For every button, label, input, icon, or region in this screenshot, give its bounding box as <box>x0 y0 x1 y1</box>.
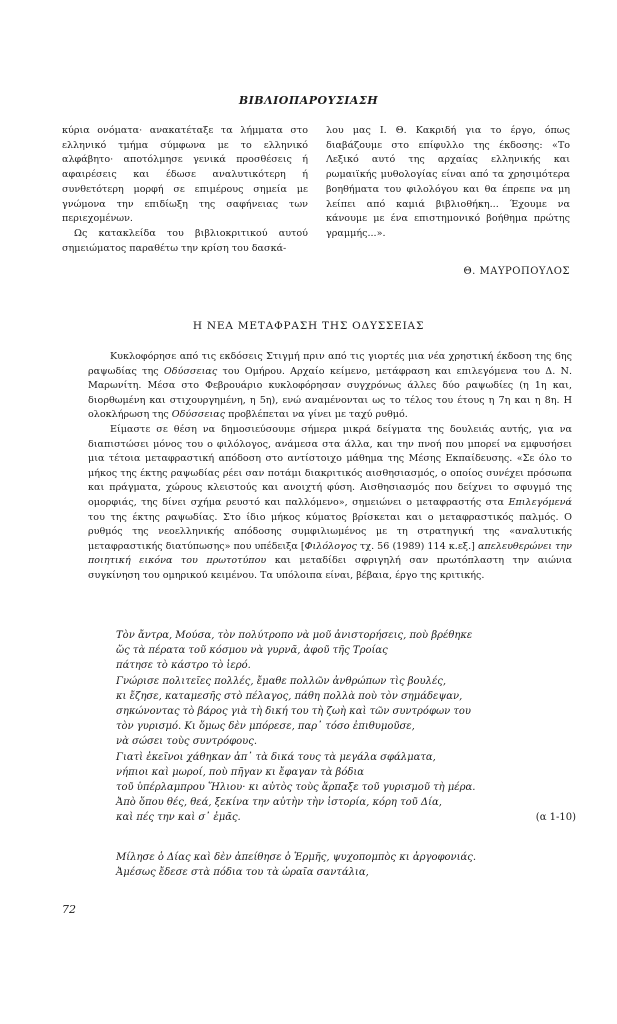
verse-line: τοῦ ὑπέρλαμπρου Ἥλιου· κι αὐτὸς τοὺς ἅρπαξε τοῦ γυρισμοῦ τὴ μέρα. <box>116 782 476 794</box>
verse-line: σηκώνοντας τὸ βάρος γιὰ τὴ δική του τὴ ζωὴ καὶ τῶν συντρόφων του <box>116 706 471 718</box>
italic-title: Οδύσσειας <box>163 365 218 377</box>
verse-reference: (α 1-10) <box>535 812 576 824</box>
article-body <box>88 350 572 584</box>
italic-title: Οδύσσειας <box>171 409 226 421</box>
body-text-span: του Ομήρου. Αρχαίο κείμενο, μετάφραση και επιλεγόμενα του Δ. Ν. Μαρωνίτη. Μέσα στο Φεβρουάριο κυκλοφόρησαν συγχρόνως άλλες δύο ραψωδίες (η 1η και, διορθωμένη και στιχουργημένη, η 5η), ενώ αναμένονται ως το τέλος του έτους η 7η και η 8η. Η ολοκλήρωση της <box>88 365 572 421</box>
left-paragraph-2: Ως κατακλείδα του βιβλιοκριτικού αυτού σημειώματος παραθέτω την κρίση του δασκά- <box>62 227 308 254</box>
verse-line: Μίλησε ὁ Δίας καὶ δὲν ἀπείθησε ὁ Ἑρμῆς, ψυχοπομπὸς κι ἀργοφονιάς. <box>116 852 477 863</box>
verse-line: πάτησε τὸ κάστρο τὸ ἱερό. <box>116 660 251 672</box>
running-header: ΒΙΒΛΙΟΠΑΡΟΥΣΙΑΣΗ <box>238 94 379 107</box>
right-paragraph-1: λου μας Ι. Θ. Κακριδή για το έργο, όπως διαβάζουμε στο επίφυλλο της έκδοσης: «Το Λεξικό αυτό της αρχαίας ελληνικής και ρωμαιϊκής μυθολογίας είναι από τα χρησιμότερα βοηθήματα του φιλολόγου και θα έπρεπε να μη λείπει από καμιά βιβλιοθήκη... Έχουμε να κάνουμε με ένα επιστημονικό βοήθημα πρώτης γραμμής...». <box>326 125 570 239</box>
verse-line: ὥς τὰ πέρατα τοῦ κόσμου νὰ γυρνᾶ, ἀφοῦ τῆς Τροίας <box>116 645 388 657</box>
verse-line: κι ἔζησε, καταμεσῆς στὸ πέλαγος, πάθη πολλὰ ποὺ τὸν σημάδεψαν, <box>116 690 463 702</box>
body-paragraph-2 <box>88 423 572 584</box>
verse-line: Γνώρισε πολιτεῖες πολλές, ἔμαθε πολλῶν ἀνθρώπων τὶς βουλές, <box>116 675 447 687</box>
italic-journal: Φιλόλογος <box>304 540 357 552</box>
verse-line: Ἀμέσως ἔδεσε στὰ πόδια του τὰ ὡραῖα σαντάλια, <box>116 867 369 879</box>
verse-line: Ἀπὸ ὅπου θές, θεά, ξεκίνα την αὐτὴν τὴν ἱστορία, κόρη τοῦ Δία, <box>116 797 442 809</box>
body-text-span: και μεταδίδει σφριγηλή σαν πρωτόπλαστη την αιώνια συγκίνηση του ομηρικού κειμένου. Τα υπόλοιπα είναι, βέβαια, έργο της κριτικής. <box>88 555 572 581</box>
verse-line: νὰ σώσει τοὺς συντρόφους. <box>116 736 257 748</box>
body-text-span: τχ. 56 (1989) 114 κ.εξ.] <box>356 540 478 552</box>
right-column <box>326 124 570 242</box>
page-number: 72 <box>62 903 76 916</box>
italic-emphasis: απελευθερώνει την ποιητική εικόνα του πρωτοτύπου <box>88 540 573 567</box>
left-paragraph-1: κύρια ονόματα· ανακατέταξε τα λήμματα στο ελληνικό τμήμα σύμφωνα με το ελληνικό αλφάβητο· αποτόλμησε γενικά προσθέσεις ή αφαιρέσεις και έδωσε αναλυτικότερη ή συνθετότερη μορφή σε επιμέρους σημεία με γνώμονα την επιδίωξη της σαφήνειας των περιεχομένων. <box>62 125 308 225</box>
verse-line: Γιατὶ ἐκεῖνοι χάθηκαν ἀπ᾽ τὰ δικά τους τὰ μεγάλα σφάλματα, <box>116 751 436 763</box>
left-column <box>62 124 308 256</box>
body-text-span: Κυκλοφόρησε από τις εκδόσεις Στιγμή πριν από τις γιορτές μια νέα χρηστική έκδοση της 6ης ραψωδίας της <box>88 351 572 377</box>
body-paragraph-1 <box>88 350 572 423</box>
review-signature: Θ. ΜΑΥΡΟΠΟΥΛΟΣ <box>463 266 570 277</box>
body-text-span: του της έκτης ραψωδίας. Στο ίδιο μήκος κύματος βρίσκεται και ο μεταφραστικός παλμός. Ο ρυθμός της νεοελληνικής απόδοσης συμφιλιωμένος με τη στρατηγική της «αναλυτικής μεταφραστικής διατύπωσης» που υπέδειξα [ <box>88 511 572 552</box>
verse-line: καὶ πές την καὶ σ᾽ ἐμᾶς. <box>116 812 241 824</box>
body-text-span: προβλέπεται να γίνει με ταχύ ρυθμό. <box>225 409 408 421</box>
italic-term: Επιλεγόμενά <box>508 496 572 508</box>
verse-line: Τὸν ἄντρα, Μούσα, τὸν πολύτροπο νὰ μοῦ ἀνιστορήσεις, ποὺ βρέθηκε <box>116 630 473 641</box>
section-title: Η ΝΕΑ ΜΕΤΑΦΡΑΣΗ ΤΗΣ ΟΔΥΣΣΕΙΑΣ <box>192 320 425 332</box>
verse-block-2 <box>116 850 576 880</box>
body-text-span: Είμαστε σε θέση να δημοσιεύσουμε σήμερα μικρά δείγματα της δουλειάς αυτής, για να διαπιστώσει μόνος του ο φιλόλογος, ανάμεσα στα άλλα, και την πνοή που μπορεί να εμφυσήσει μια τέτοια μεταφραστική απόδοση στο αντίστοιχο μάθημα της Μέσης Εκπαίδευσης. «Σε όλο το μήκος της έκτης ραψωδίας ρέει σαν ποτάμι διακριτικός αισθησιασμός, ο οποίος συνέχει πρόσωπα και πράγματα, χώρους κλειστούς και ανοιχτή φύση. Αισθησιασμός που δείχνει το σφυγμό της ομορφιάς, της δίνει σχήμα ρευστό και παλλόμενο», σημειώνει ο μεταφραστής στα <box>88 423 572 508</box>
verse-line: νήπιοι καὶ μωροί, ποὺ πῆγαν κι ἔφαγαν τὰ βόδια <box>116 766 365 778</box>
verse-line: τὸν γυρισμό. Κι ὅμως δὲν μπόρεσε, παρ᾽ τόσο ἐπιθυμοῦσε, <box>116 721 415 733</box>
verse-block-1 <box>116 628 576 826</box>
